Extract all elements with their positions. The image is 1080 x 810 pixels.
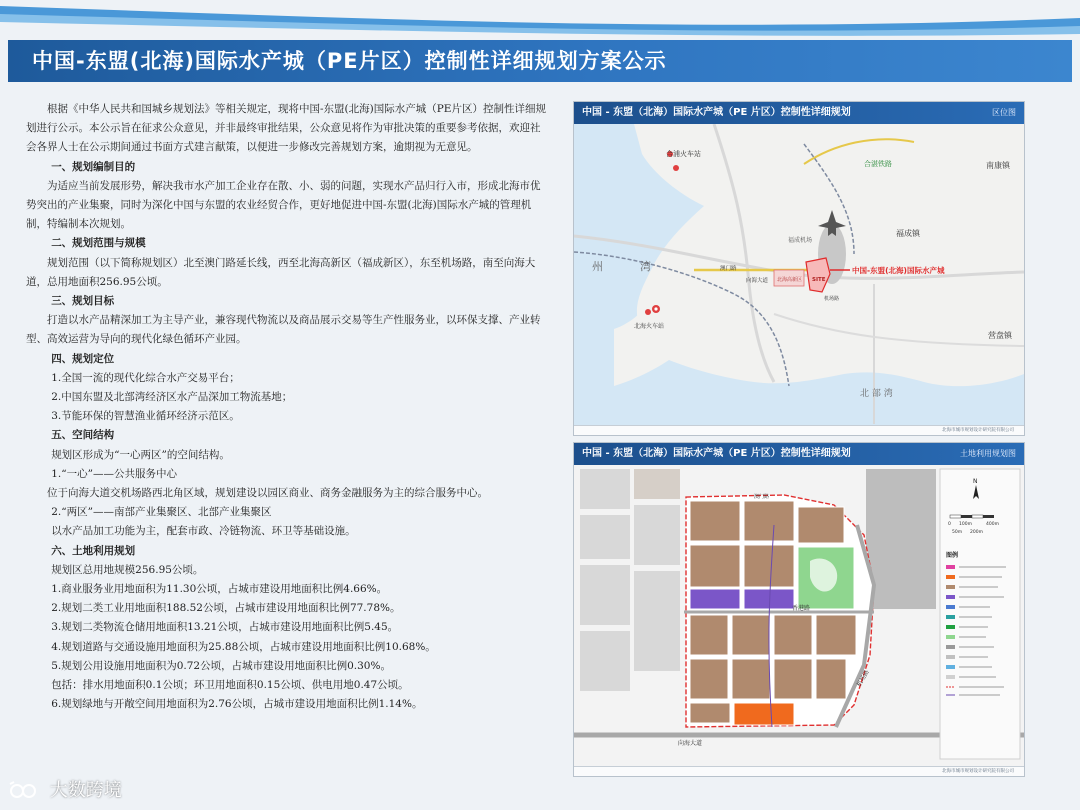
scale-label: 50m [952, 530, 963, 535]
structure-item-text: 位于向海大道交机场路西北角区域，规划建设以园区商业、商务金融服务为主的综合服务中心。 [47, 487, 488, 500]
label-zhou: 州 [592, 260, 603, 273]
logistics-block [690, 589, 740, 609]
structure-item-title: 2.“两区”——南部产业集聚区、北部产业集聚区 [51, 506, 272, 519]
industrial-block [816, 659, 846, 699]
watermark [8, 778, 122, 804]
label-airport: 福成机场 [788, 237, 813, 244]
section-text-3: 打造以水产品精深加工为主导产业，兼容现代物流以及商品展示交易等生产性服务业，以环保支撑、产业转型、高效运营为导向的现代化绿色循环产业园。 [26, 314, 541, 346]
landuse-map [574, 465, 1024, 767]
scale-label: 400m [986, 522, 999, 527]
industrial-block [744, 545, 794, 587]
scale-label: 0 [948, 522, 951, 527]
landuse-map-title: 中国 - 东盟（北海）国际水产城（PE 片区）控制性详细规划 [582, 448, 851, 459]
label-wan: 湾 [640, 260, 651, 273]
location-map-company: 北海市城市规划设计研究院有限公司 [942, 428, 1014, 433]
structure-intro: 规划区形成为“一心两区”的空间结构。 [51, 448, 230, 461]
structure-item-title: 1.“一心”——公共服务中心 [51, 467, 177, 480]
watermark-logo-icon [8, 780, 44, 802]
label-project: 中国-东盟(北海)国际水产城 [852, 266, 945, 275]
road-label: 澳门路 [754, 494, 770, 500]
label-jichang-road: 机场路 [824, 296, 840, 302]
location-map-tag: 区位图 [992, 108, 1016, 117]
label-fucheng: 福成镇 [896, 229, 920, 238]
label-xianghai-road: 向海大道 [746, 278, 769, 284]
landuse-item: 包括：排水用地面积0.1公顷；环卫用地面积0.15公顷、供电用地0.47公顷。 [51, 679, 409, 692]
location-map-header [574, 102, 1024, 124]
industrial-block [732, 659, 770, 699]
landuse-map-panel [573, 442, 1025, 777]
intro-paragraph: 根据《中华人民共和国城乡规划法》等相关规定，现将中国-东盟(北海)国际水产城（PE片区）控制性详细规划进行公示。本公示旨在征求公众意见，并非最终审批结果，公众意见将作为审批决策的重要参考依据，欢迎社会各界人士在公示期间通过书面方式建言献策，以便进一步修改完善规划方案，逾期视为无意见。 [26, 103, 546, 154]
legend-title: 图例 [946, 552, 959, 559]
landuse-item: 6.规划绿地与开敞空间用地面积为2.76公顷，占城市建设用地面积比例1.14%。 [51, 698, 423, 711]
landuse-map-header [574, 443, 1024, 465]
landuse-item: 1.商业服务业用地面积为11.30公顷，占城市建设用地面积比例4.66%。 [51, 583, 388, 596]
industrial-block [732, 615, 770, 655]
scale-label: 100m [959, 522, 972, 527]
industrial-block [690, 659, 728, 699]
label-aomen-road: 澳门路 [720, 266, 737, 272]
scale-label: 200m [970, 530, 983, 535]
landuse-map-company: 北海市城市规划设计研究院有限公司 [942, 769, 1014, 774]
positioning-item: 3.节能环保的智慧渔业循环经济示范区。 [51, 410, 240, 423]
section-heading-2: 二、规划范围与规模 [51, 237, 146, 250]
industrial-block [774, 615, 812, 655]
industrial-block [798, 507, 844, 543]
north-label: N [973, 478, 978, 485]
road-label: 机场路 [855, 668, 871, 688]
industrial-block [690, 703, 730, 723]
page-title: 中国-东盟(北海)国际水产城（PE片区）控制性详细规划方案公示 [32, 49, 667, 73]
industrial-block [690, 615, 728, 655]
landuse-item: 5.规划公用设施用地面积为0.72公顷，占城市建设用地面积比例0.30%。 [51, 659, 391, 672]
label-site: SITE [812, 277, 826, 283]
location-map [574, 124, 1024, 426]
location-map-footer [574, 425, 1024, 435]
positioning-item: 1.全国一流的现代化综合水产交易平台； [51, 371, 240, 384]
section-heading-6: 六、土地利用规划 [51, 544, 136, 557]
announcement-text [26, 100, 546, 715]
industrial-block [690, 545, 740, 587]
section-text-2: 规划范围（以下简称规划区）北至澳门路延长线，西至北海高新区（福成新区），东至机场路，南至向海大道，总用地面积256.95公顷。 [26, 256, 536, 288]
section-text-1: 为适应当前发展形势，解决我市水产加工企业存在散、小、弱的问题，实现水产品归行入市，形成北海市优势突出的产业集聚，同时为深化中国与东盟的农业经贸合作，更好地促进中国-东盟(北海)国际水产城的管理机制，特编制本次规划。 [26, 179, 541, 231]
section-heading-5: 五、空间结构 [51, 429, 115, 442]
industrial-block [744, 501, 794, 541]
landuse-item: 4.规划道路与交通设施用地面积为25.88公顷，占城市建设用地面积比例10.68%。 [51, 640, 436, 653]
label-gaoxin: 北海高新区 [777, 277, 803, 283]
commercial-block [734, 703, 794, 725]
industrial-block [816, 615, 856, 655]
landuse-map-tag: 土地利用规划图 [960, 449, 1016, 458]
label-nankang: 南康镇 [986, 161, 1010, 170]
label-railway: 合湛铁路 [864, 160, 892, 168]
top-decorative-curve [0, 0, 1080, 40]
location-map-panel [573, 101, 1025, 436]
landuse-item: 2.规划二类工业用地面积188.52公顷，占城市建设用地面积比例77.78%。 [51, 602, 401, 615]
watermark-text: 大数跨境 [49, 780, 122, 801]
label-beibu-gulf: 北 部 湾 [860, 389, 893, 399]
industrial-block [774, 659, 812, 699]
section-heading-4: 四、规划定位 [51, 352, 115, 365]
section-heading-1: 一、规划编制目的 [51, 160, 136, 173]
label-hepu-station: 合浦火车站 [666, 150, 701, 158]
location-map-title: 中国 - 东盟（北海）国际水产城（PE 片区）控制性详细规划 [582, 107, 851, 118]
title-bar [8, 40, 1072, 82]
road-label: 向海大道 [678, 740, 703, 747]
road-label: 香港路 [792, 605, 811, 612]
label-yingpan: 营盘镇 [988, 331, 1012, 340]
landuse-intro: 规划区总用地规模256.95公顷。 [51, 563, 204, 576]
landuse-item: 3.规划二类物流仓储用地面积13.21公顷，占城市建设用地面积比例5.45。 [51, 621, 399, 634]
industrial-block [690, 501, 740, 541]
structure-item-text: 以水产品加工功能为主，配套市政、冷链物流、环卫等基础设施。 [51, 525, 356, 538]
landuse-map-footer [574, 766, 1024, 776]
label-beihai-station: 北海火车站 [634, 323, 665, 330]
positioning-item: 2.中国东盟及北部湾经济区水产品深加工物流基地； [51, 391, 293, 404]
section-heading-3: 三、规划目标 [51, 295, 115, 308]
